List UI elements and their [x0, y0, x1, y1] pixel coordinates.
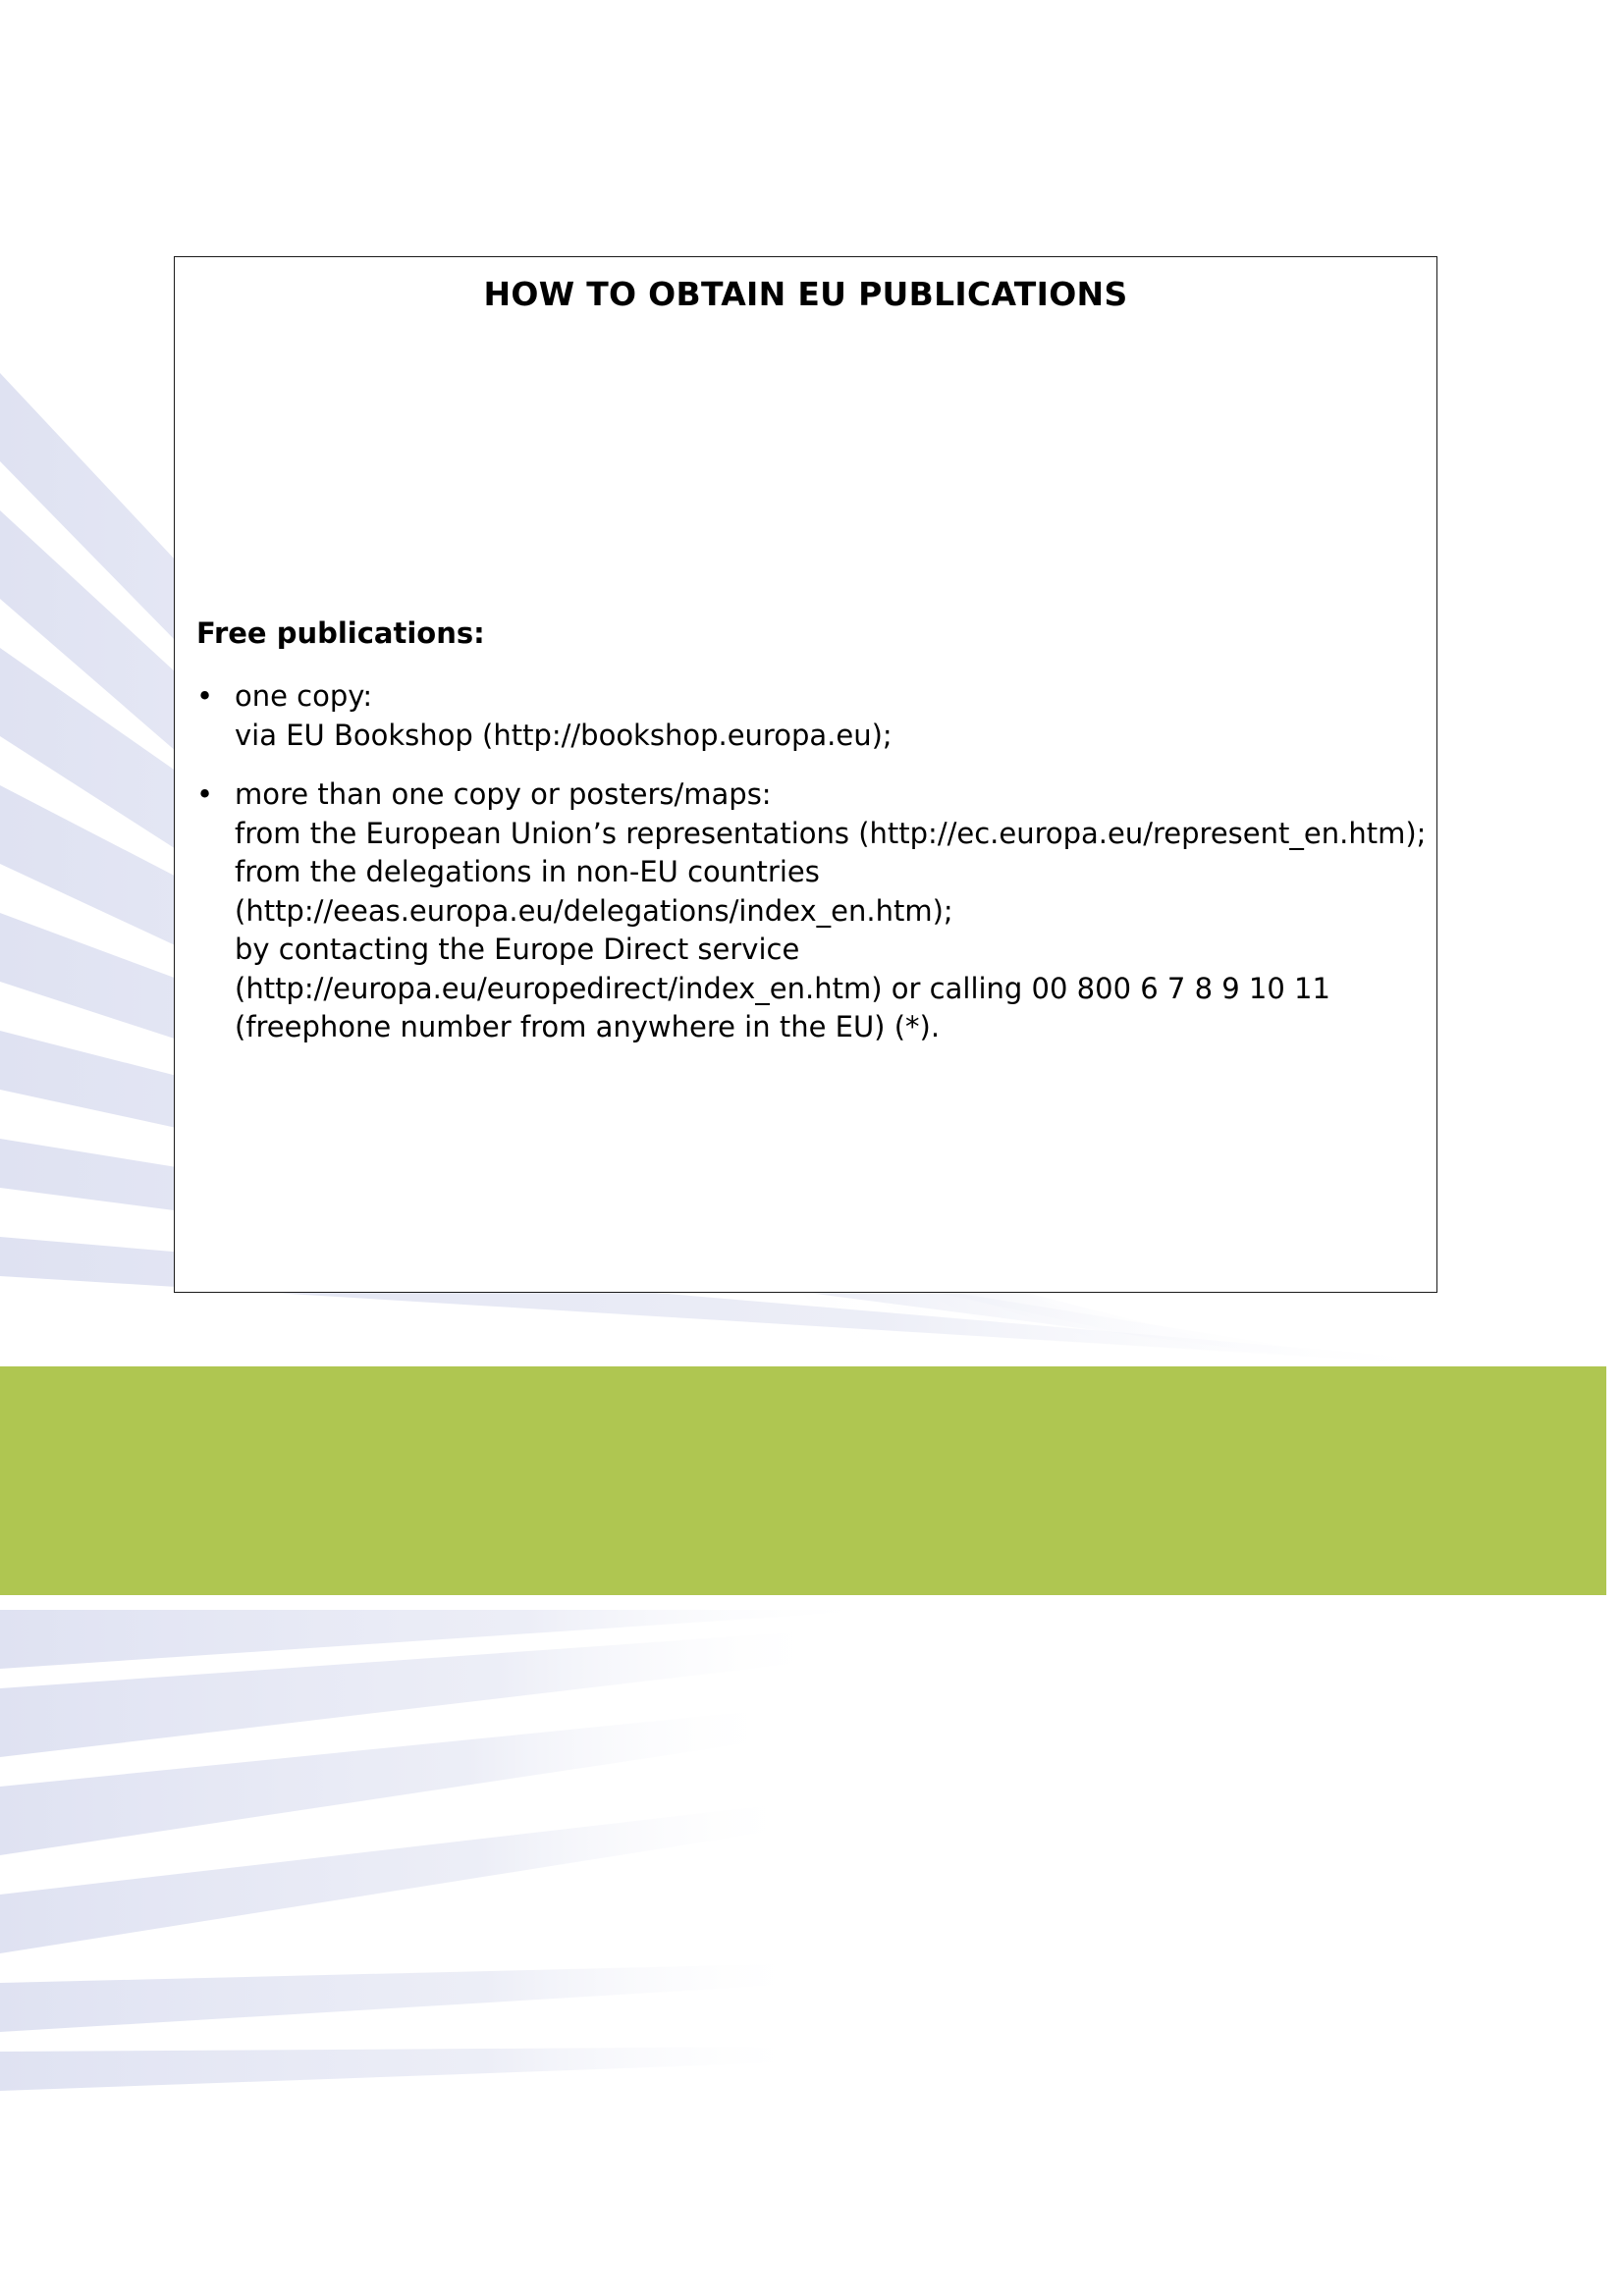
europedirect-link-text[interactable]: (http://europa.eu/europedirect/index_en.htm) or calling 00 800 6 7 8 9 10 11 — [235, 971, 1330, 1005]
info-box — [174, 256, 1437, 1293]
bullet-icon: • — [196, 679, 214, 713]
delegations-link-text[interactable]: (http://eeas.europa.eu/delegations/index_en.htm); — [235, 893, 953, 928]
bullet-line: (freephone number from anywhere in the EU) (*). — [235, 1010, 941, 1043]
bullet-line: one copy: — [235, 679, 373, 713]
green-band — [0, 1366, 1606, 1595]
bullet-line: from the delegations in non-EU countries — [235, 855, 820, 888]
bullet-icon: • — [196, 777, 214, 811]
bullet-line: more than one copy or posters/maps: — [235, 777, 772, 811]
representations-link-text[interactable]: from the European Union’s representations (http://ec.europa.eu/represent_en.htm); — [235, 816, 1427, 850]
bullet-line: by contacting the Europe Direct service — [235, 933, 800, 966]
page-title: HOW TO OBTAIN EU PUBLICATIONS — [483, 275, 1128, 313]
bookshop-link-text[interactable]: via EU Bookshop (http://bookshop.europa.eu); — [235, 718, 893, 752]
free-publications-heading: Free publications: — [196, 616, 485, 650]
